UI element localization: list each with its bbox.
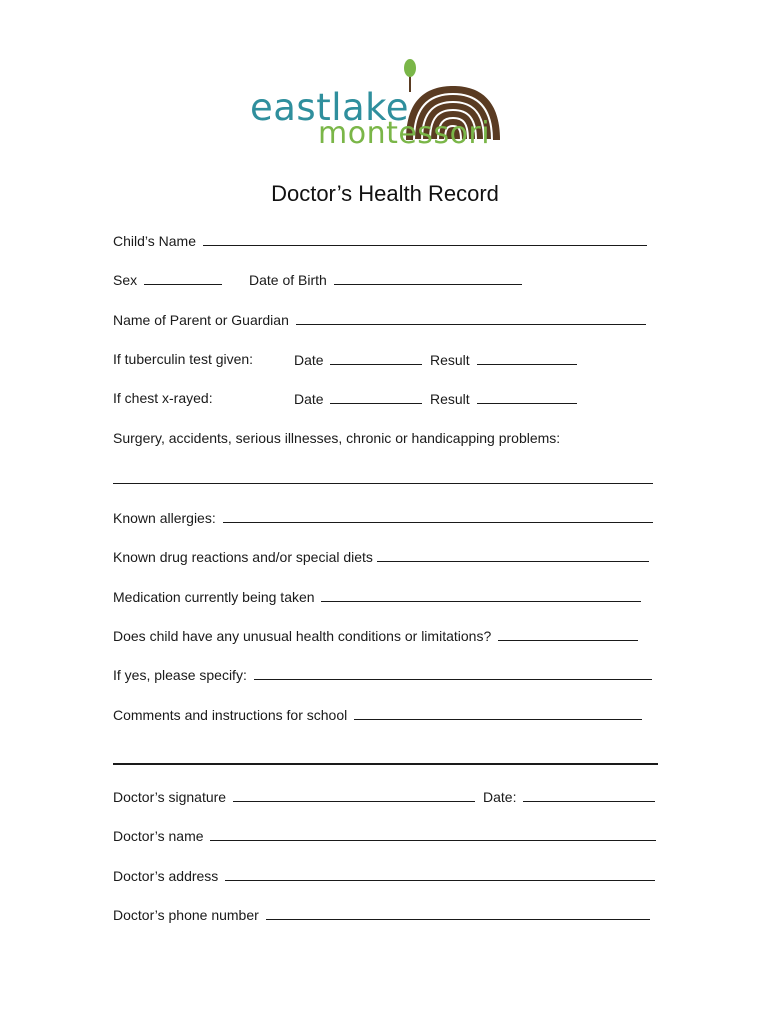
unusual-field[interactable] [498,627,638,641]
doc-address-label: Doctor’s address [113,868,219,884]
doc-signature-row [113,788,475,805]
medication-field[interactable] [321,588,641,602]
xray-date-label: Date [294,391,324,407]
page-title: Doctor’s Health Record [271,181,499,206]
tb-result [430,351,577,368]
drug-reactions-row [113,548,649,565]
sex-row [113,271,222,288]
allergies-field[interactable] [223,509,653,523]
sex-field[interactable] [144,271,222,285]
sex-label: Sex [113,272,138,288]
medication-row [113,588,641,605]
tb-result-label: Result [430,352,470,368]
doc-date-field[interactable] [523,788,655,802]
tb-date [294,351,422,368]
doc-name-row [113,827,656,844]
doc-address-row [113,867,655,884]
surgery-row [113,430,560,446]
parent-field[interactable] [296,311,646,325]
doc-phone-label: Doctor’s phone number [113,907,259,923]
if-yes-label: If yes, please specify: [113,667,247,683]
tb-row [113,351,253,367]
doc-date-label: Date: [483,789,517,805]
drug-reactions-field[interactable] [377,548,649,562]
surgery-field[interactable] [113,470,653,484]
logo-text-eastlake: eastlake [250,86,410,129]
xray-row [113,390,213,406]
xray-result [430,390,577,407]
tb-label: If tuberculin test given: [113,351,254,367]
doc-signature-field[interactable] [233,788,475,802]
doc-signature-label: Doctor’s signature [113,789,227,805]
unusual-row [113,627,638,644]
tb-result-field[interactable] [477,351,577,365]
doc-name-field[interactable] [210,827,656,841]
surgery-blank-row [113,470,653,487]
xray-label: If chest x-rayed: [113,390,213,406]
doc-date-row [483,788,655,805]
if-yes-row [113,666,652,683]
xray-result-label: Result [430,391,470,407]
xray-date [294,390,422,407]
childs-name-label: Child’s Name [113,233,196,249]
xray-result-field[interactable] [477,390,577,404]
eastlake-montessori-logo [248,56,508,152]
surgery-label: Surgery, accidents, serious illnesses, chronic or handicapping problems: [113,430,561,446]
section-divider [113,763,658,765]
doc-phone-row [113,906,650,923]
comments-row [113,706,642,723]
childs-name-field[interactable] [203,232,647,246]
tb-date-label: Date [294,352,324,368]
parent-row [113,311,646,328]
xray-date-field[interactable] [330,390,422,404]
comments-label: Comments and instructions for school [113,707,348,723]
doc-name-label: Doctor’s name [113,828,204,844]
dob-label: Date of Birth [249,272,327,288]
if-yes-field[interactable] [254,666,652,680]
doc-phone-field[interactable] [266,906,650,920]
allergies-label: Known allergies: [113,510,216,526]
tb-date-field[interactable] [330,351,422,365]
unusual-label: Does child have any unusual health conditions or limitations? [113,628,492,644]
drug-reactions-label: Known drug reactions and/or special diets [113,549,373,565]
logo-text-montessori: montessori [318,116,491,151]
doc-address-field[interactable] [225,867,655,881]
comments-field[interactable] [354,706,642,720]
childs-name-row [113,232,647,249]
dob-row [249,271,522,288]
dob-field[interactable] [334,271,522,285]
parent-label: Name of Parent or Guardian [113,312,289,328]
medication-label: Medication currently being taken [113,589,315,605]
allergies-row [113,509,653,526]
